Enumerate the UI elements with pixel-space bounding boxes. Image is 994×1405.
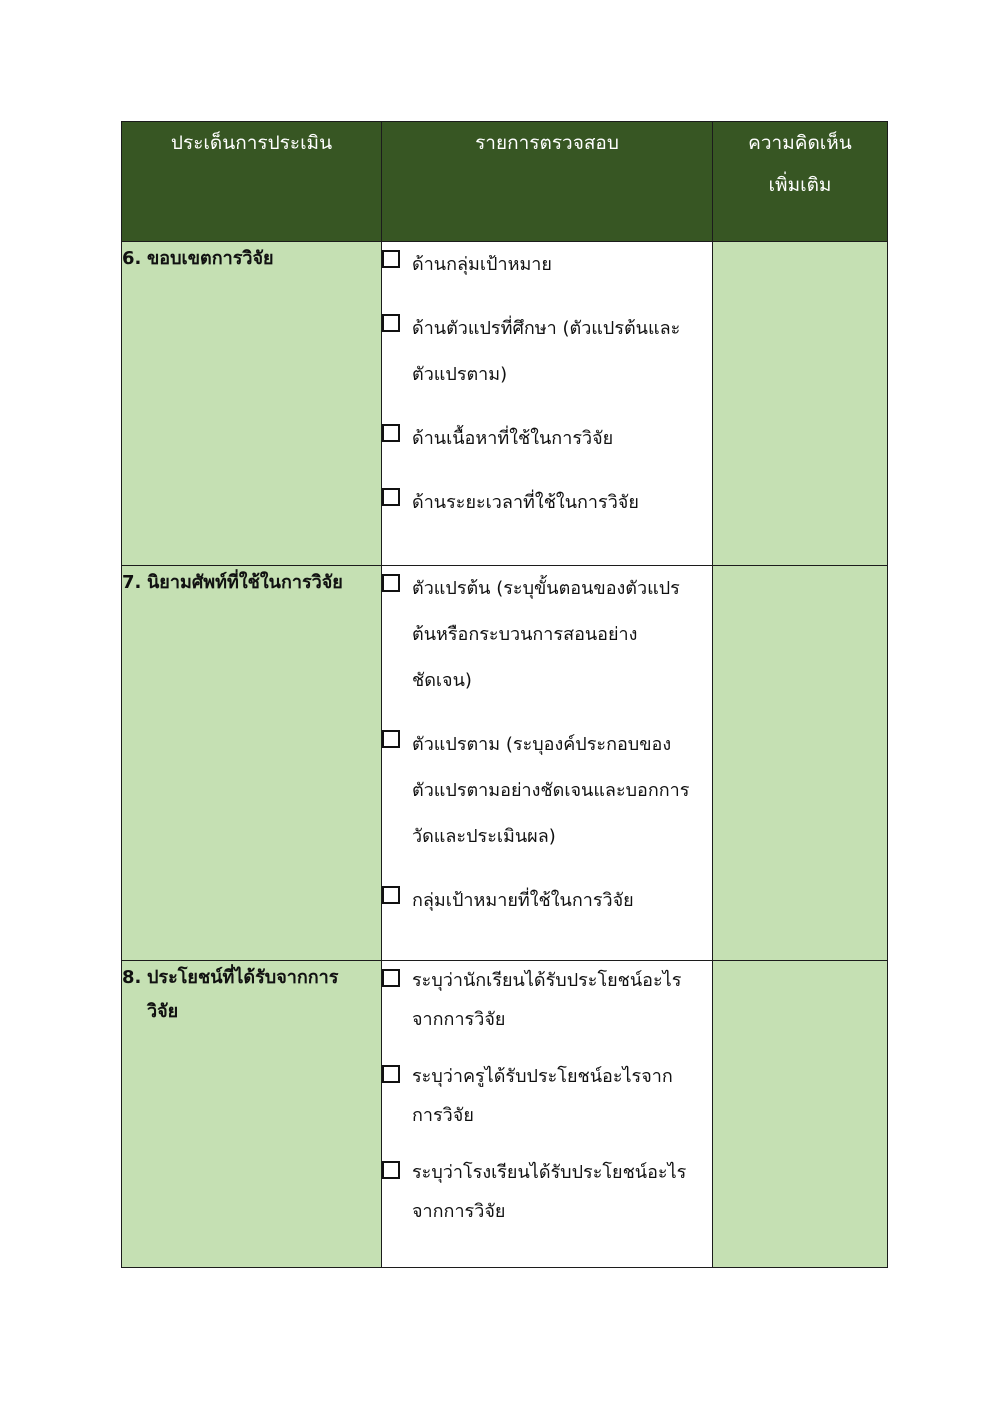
topic-number: 8.: [122, 967, 142, 988]
header-checklist: รายการตรวจสอบ: [382, 122, 713, 242]
checklist-item[interactable]: [382, 242, 712, 288]
topic-label-line2: วิจัย: [147, 1001, 179, 1022]
checkbox[interactable]: [382, 886, 400, 904]
checklist-item-label: กลุ่มเป้าหมายที่ใช้ในการวิจัย: [412, 890, 634, 911]
topic-cell: [122, 566, 382, 961]
checklist-item[interactable]: [382, 416, 712, 462]
header-comment: [713, 122, 888, 242]
checkbox[interactable]: [382, 1065, 400, 1083]
table-row: [122, 566, 888, 961]
checklist-item-label: ด้านเนื้อหาที่ใช้ในการวิจัย: [412, 428, 614, 449]
checklist-item[interactable]: [382, 566, 712, 704]
topic-number: 6.: [122, 248, 142, 269]
topic-label: ขอบเขตการวิจัย: [147, 248, 274, 269]
checklist-item[interactable]: [382, 878, 712, 924]
checklist-item[interactable]: [382, 961, 712, 1039]
checklist-cell: [382, 242, 713, 566]
comment-cell[interactable]: [713, 961, 888, 1268]
checkbox[interactable]: [382, 250, 400, 268]
checklist-item[interactable]: [382, 722, 712, 860]
checklist-item-label: ระบุว่านักเรียนได้รับประโยชน์อะไรจากการวิจัย: [412, 970, 682, 1030]
topic-label: นิยามศัพท์ที่ใช้ในการวิจัย: [147, 572, 343, 593]
checklist-item[interactable]: [382, 306, 712, 398]
header-comment-line1: ความคิดเห็น: [748, 132, 852, 154]
topic-label-line1: ประโยชน์ที่ได้รับจากการ: [147, 967, 339, 988]
checkbox[interactable]: [382, 969, 400, 987]
checklist-item-label: ตัวแปรต้น (ระบุขั้นตอนของตัวแปรต้นหรือกระบวนการสอนอย่างชัดเจน): [412, 578, 680, 691]
topic-number: 7.: [122, 572, 142, 593]
checklist-cell: [382, 566, 713, 961]
checklist-item-label: ระบุว่าครูได้รับประโยชน์อะไรจากการวิจัย: [412, 1066, 673, 1126]
checklist-item[interactable]: [382, 480, 712, 526]
topic-cell: [122, 242, 382, 566]
checkbox[interactable]: [382, 424, 400, 442]
header-topic: ประเด็นการประเมิน: [122, 122, 382, 242]
header-comment-line2: เพิ่มเติม: [768, 174, 832, 196]
checkbox[interactable]: [382, 1161, 400, 1179]
checkbox[interactable]: [382, 574, 400, 592]
checklist-item[interactable]: [382, 1153, 712, 1231]
checklist-item-label: ระบุว่าโรงเรียนได้รับประโยชน์อะไรจากการวิจัย: [412, 1162, 687, 1222]
table-row: [122, 242, 888, 566]
header-row: [122, 122, 888, 242]
checkbox[interactable]: [382, 730, 400, 748]
comment-cell[interactable]: [713, 566, 888, 961]
checkbox[interactable]: [382, 488, 400, 506]
topic-cell: [122, 961, 382, 1268]
evaluation-table: [121, 121, 888, 1268]
checklist-item-label: ตัวแปรตาม (ระบุองค์ประกอบของตัวแปรตามอย่างชัดเจนและบอกการวัดและประเมินผล): [412, 734, 690, 847]
comment-cell[interactable]: [713, 242, 888, 566]
checklist-cell: [382, 961, 713, 1268]
checklist-item-label: ด้านระยะเวลาที่ใช้ในการวิจัย: [412, 492, 639, 513]
checklist-item-label: ด้านตัวแปรที่ศึกษา (ตัวแปรต้นและตัวแปรตาม): [412, 318, 681, 385]
checkbox[interactable]: [382, 314, 400, 332]
checklist-item-label: ด้านกลุ่มเป้าหมาย: [412, 254, 552, 275]
checklist-item[interactable]: [382, 1057, 712, 1135]
table-row: [122, 961, 888, 1268]
